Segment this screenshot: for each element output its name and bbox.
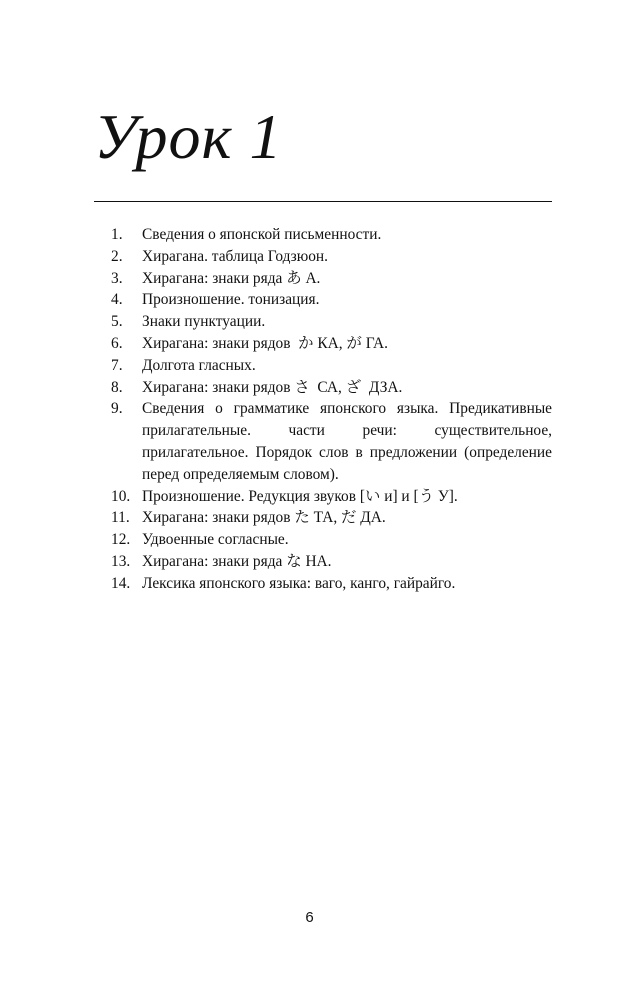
- toc-item: [111, 224, 552, 246]
- toc-item-text: Долгота гласных.: [142, 356, 256, 374]
- toc-item-text: Сведения о японской письменности.: [142, 226, 382, 243]
- toc-item: [111, 333, 552, 355]
- toc-item-number: 11.: [111, 509, 130, 527]
- toc-item-text: Произношение. тонизация.: [142, 291, 320, 309]
- toc-item: [111, 551, 552, 573]
- toc-item: [111, 507, 552, 529]
- toc-item: [111, 377, 552, 399]
- toc-item-text: Хирагана: знаки рядов か КА, が ГА.: [142, 334, 388, 352]
- toc-item-text: Хирагана: знаки ряда あ А.: [142, 269, 321, 287]
- toc-item: [111, 246, 552, 268]
- toc-item-number: 5.: [111, 313, 123, 331]
- toc-item-number: 10.: [111, 487, 131, 505]
- toc-item-text: Хирагана: знаки ряда な НА.: [142, 552, 332, 570]
- toc-item-text: Лексика японского языка: ваго, канго, гайрайго.: [142, 574, 456, 592]
- toc-item: [111, 355, 552, 377]
- toc-item-number: 8.: [111, 378, 123, 396]
- toc-item: [111, 289, 552, 311]
- toc-item-text: Знаки пунктуации.: [142, 313, 266, 331]
- toc-item: [111, 311, 552, 333]
- toc-item-number: 6.: [111, 334, 123, 352]
- toc-item: [111, 573, 552, 595]
- toc-item-number: 13.: [111, 552, 131, 570]
- toc-item-text: Хирагана: знаки рядов た ТА, だ ДА.: [142, 509, 386, 527]
- toc-item-text: Удвоенные согласные.: [142, 531, 289, 549]
- toc-item: [111, 268, 552, 290]
- toc-item: [111, 486, 552, 508]
- lesson-contents-list: [111, 224, 556, 595]
- toc-item-number: 9.: [111, 400, 123, 418]
- toc-item-text: Произношение. Редукция звуков [い и] и [う У].: [142, 487, 458, 505]
- page-number: 6: [305, 909, 314, 926]
- toc-item-number: 14.: [111, 574, 131, 592]
- toc-item: [111, 529, 552, 551]
- title-divider: [94, 201, 552, 202]
- toc-item-number: 4.: [111, 291, 123, 309]
- toc-item-number: 3.: [111, 269, 123, 287]
- toc-item-number: 2.: [111, 247, 123, 265]
- toc-item-text: Хирагана: знаки рядов さ СА, ざ ДЗА.: [142, 378, 403, 396]
- chapter-title: Урок 1: [94, 101, 283, 172]
- toc-item-number: 12.: [111, 531, 131, 549]
- toc-item-text: Хирагана. таблица Годзюон.: [142, 247, 328, 265]
- toc-item: [111, 398, 556, 485]
- toc-item-text: Сведения о грамматике японского языка. Предикативные прилагательные. части речи: существительное, прилагательное. Порядок слов в предложении (определение перед определяемым словом).: [142, 400, 556, 483]
- toc-item-number: 7.: [111, 356, 123, 374]
- toc-item-number: 1.: [111, 226, 123, 243]
